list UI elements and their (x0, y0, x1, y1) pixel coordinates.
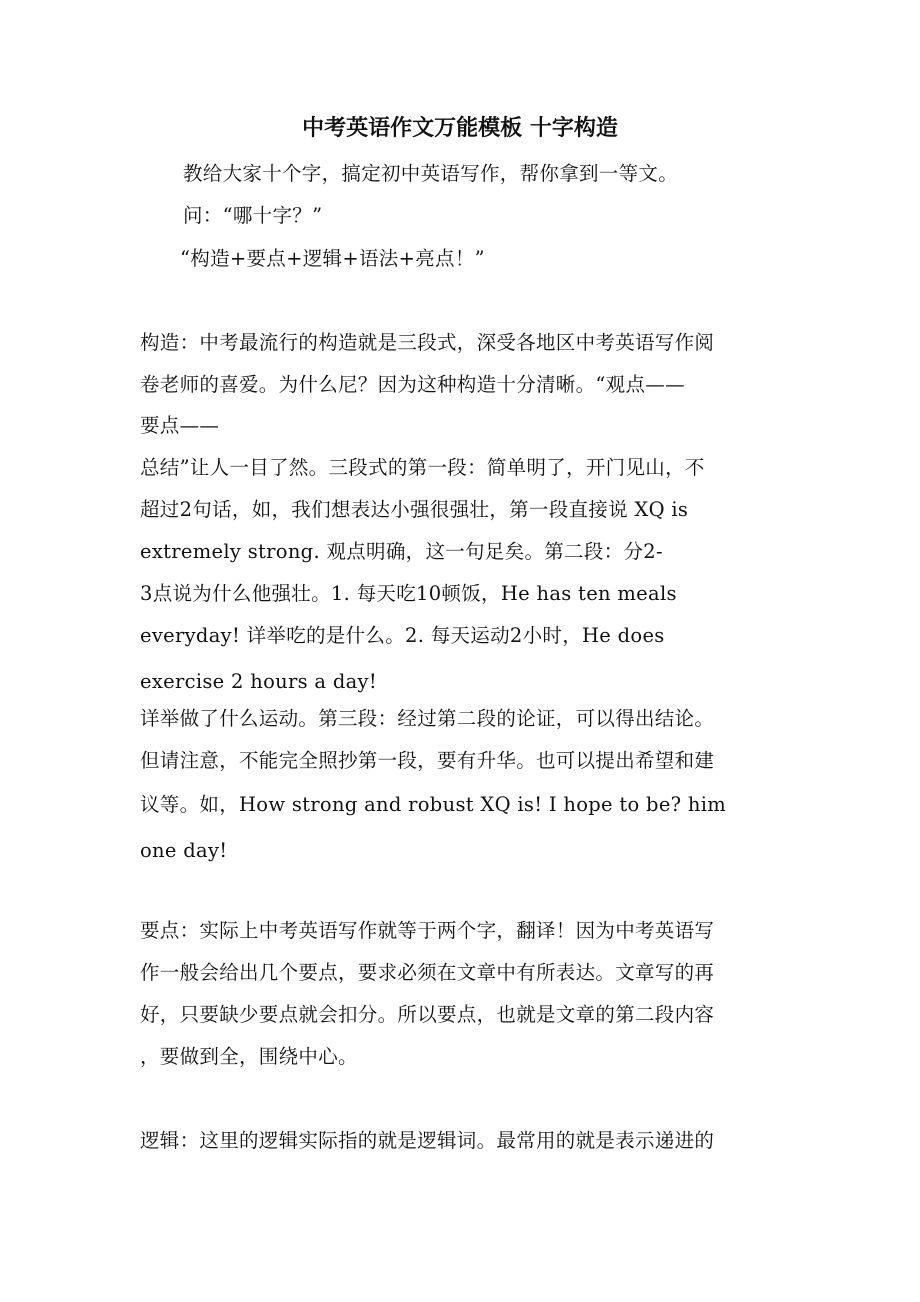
structure-paragraph-line: one day! (140, 839, 228, 862)
structure-paragraph-line: 要点—— (140, 414, 220, 437)
points-paragraph-line: 作一般会给出几个要点，要求必须在文章中有所表达。文章写的再 (140, 961, 715, 984)
structure-paragraph-line: exercise 2 hours a day! (140, 670, 377, 693)
intro-line: 教给大家十个字，搞定初中英语写作，帮你拿到一等文。 (183, 162, 679, 185)
points-paragraph-line: 要点：实际上中考英语写作就等于两个字，翻译！因为中考英语写 (140, 919, 715, 942)
intro-line: “构造+要点+逻辑+语法+亮点！” (180, 247, 485, 270)
structure-paragraph-line: 议等。如，How strong and robust XQ is! I hope to be? him (140, 793, 727, 816)
structure-paragraph-line: 总结”让人一目了然。三段式的第一段：简单明了，开门见山，不 (140, 456, 705, 479)
structure-paragraph-line: extremely strong. 观点明确，这一句足矣。第二段：分2- (140, 540, 663, 563)
structure-paragraph-line: 卷老师的喜爱。为什么尼？因为这种构造十分清晰。“观点—— (140, 373, 685, 396)
structure-paragraph-line: 超过2句话，如，我们想表达小强很强壮，第一段直接说 XQ is (140, 498, 689, 521)
structure-paragraph-line: everyday! 详举吃的是什么。2. 每天运动2小时，He does (140, 624, 665, 647)
logic-paragraph-line: 逻辑：这里的逻辑实际指的就是逻辑词。最常用的就是表示递进的 (140, 1129, 715, 1152)
structure-paragraph-line: 构造：中考最流行的构造就是三段式，深受各地区中考英语写作阅 (140, 331, 715, 354)
structure-paragraph-line: 详举做了什么运动。第三段：经过第二段的论证，可以得出结论。 (140, 707, 715, 730)
intro-line: 问：“哪十字？” (183, 204, 323, 227)
structure-paragraph-line: 3点说为什么他强壮。1. 每天吃10顿饭，He has ten meals (140, 582, 677, 605)
document-title: 中考英语作文万能模板 十字构造 (302, 115, 618, 141)
points-paragraph-line: ，要做到全，围绕中心。 (140, 1045, 358, 1068)
points-paragraph-line: 好，只要缺少要点就会扣分。所以要点，也就是文章的第二段内容 (140, 1003, 715, 1026)
structure-paragraph-line: 但请注意，不能完全照抄第一段，要有升华。也可以提出希望和建 (140, 749, 715, 772)
